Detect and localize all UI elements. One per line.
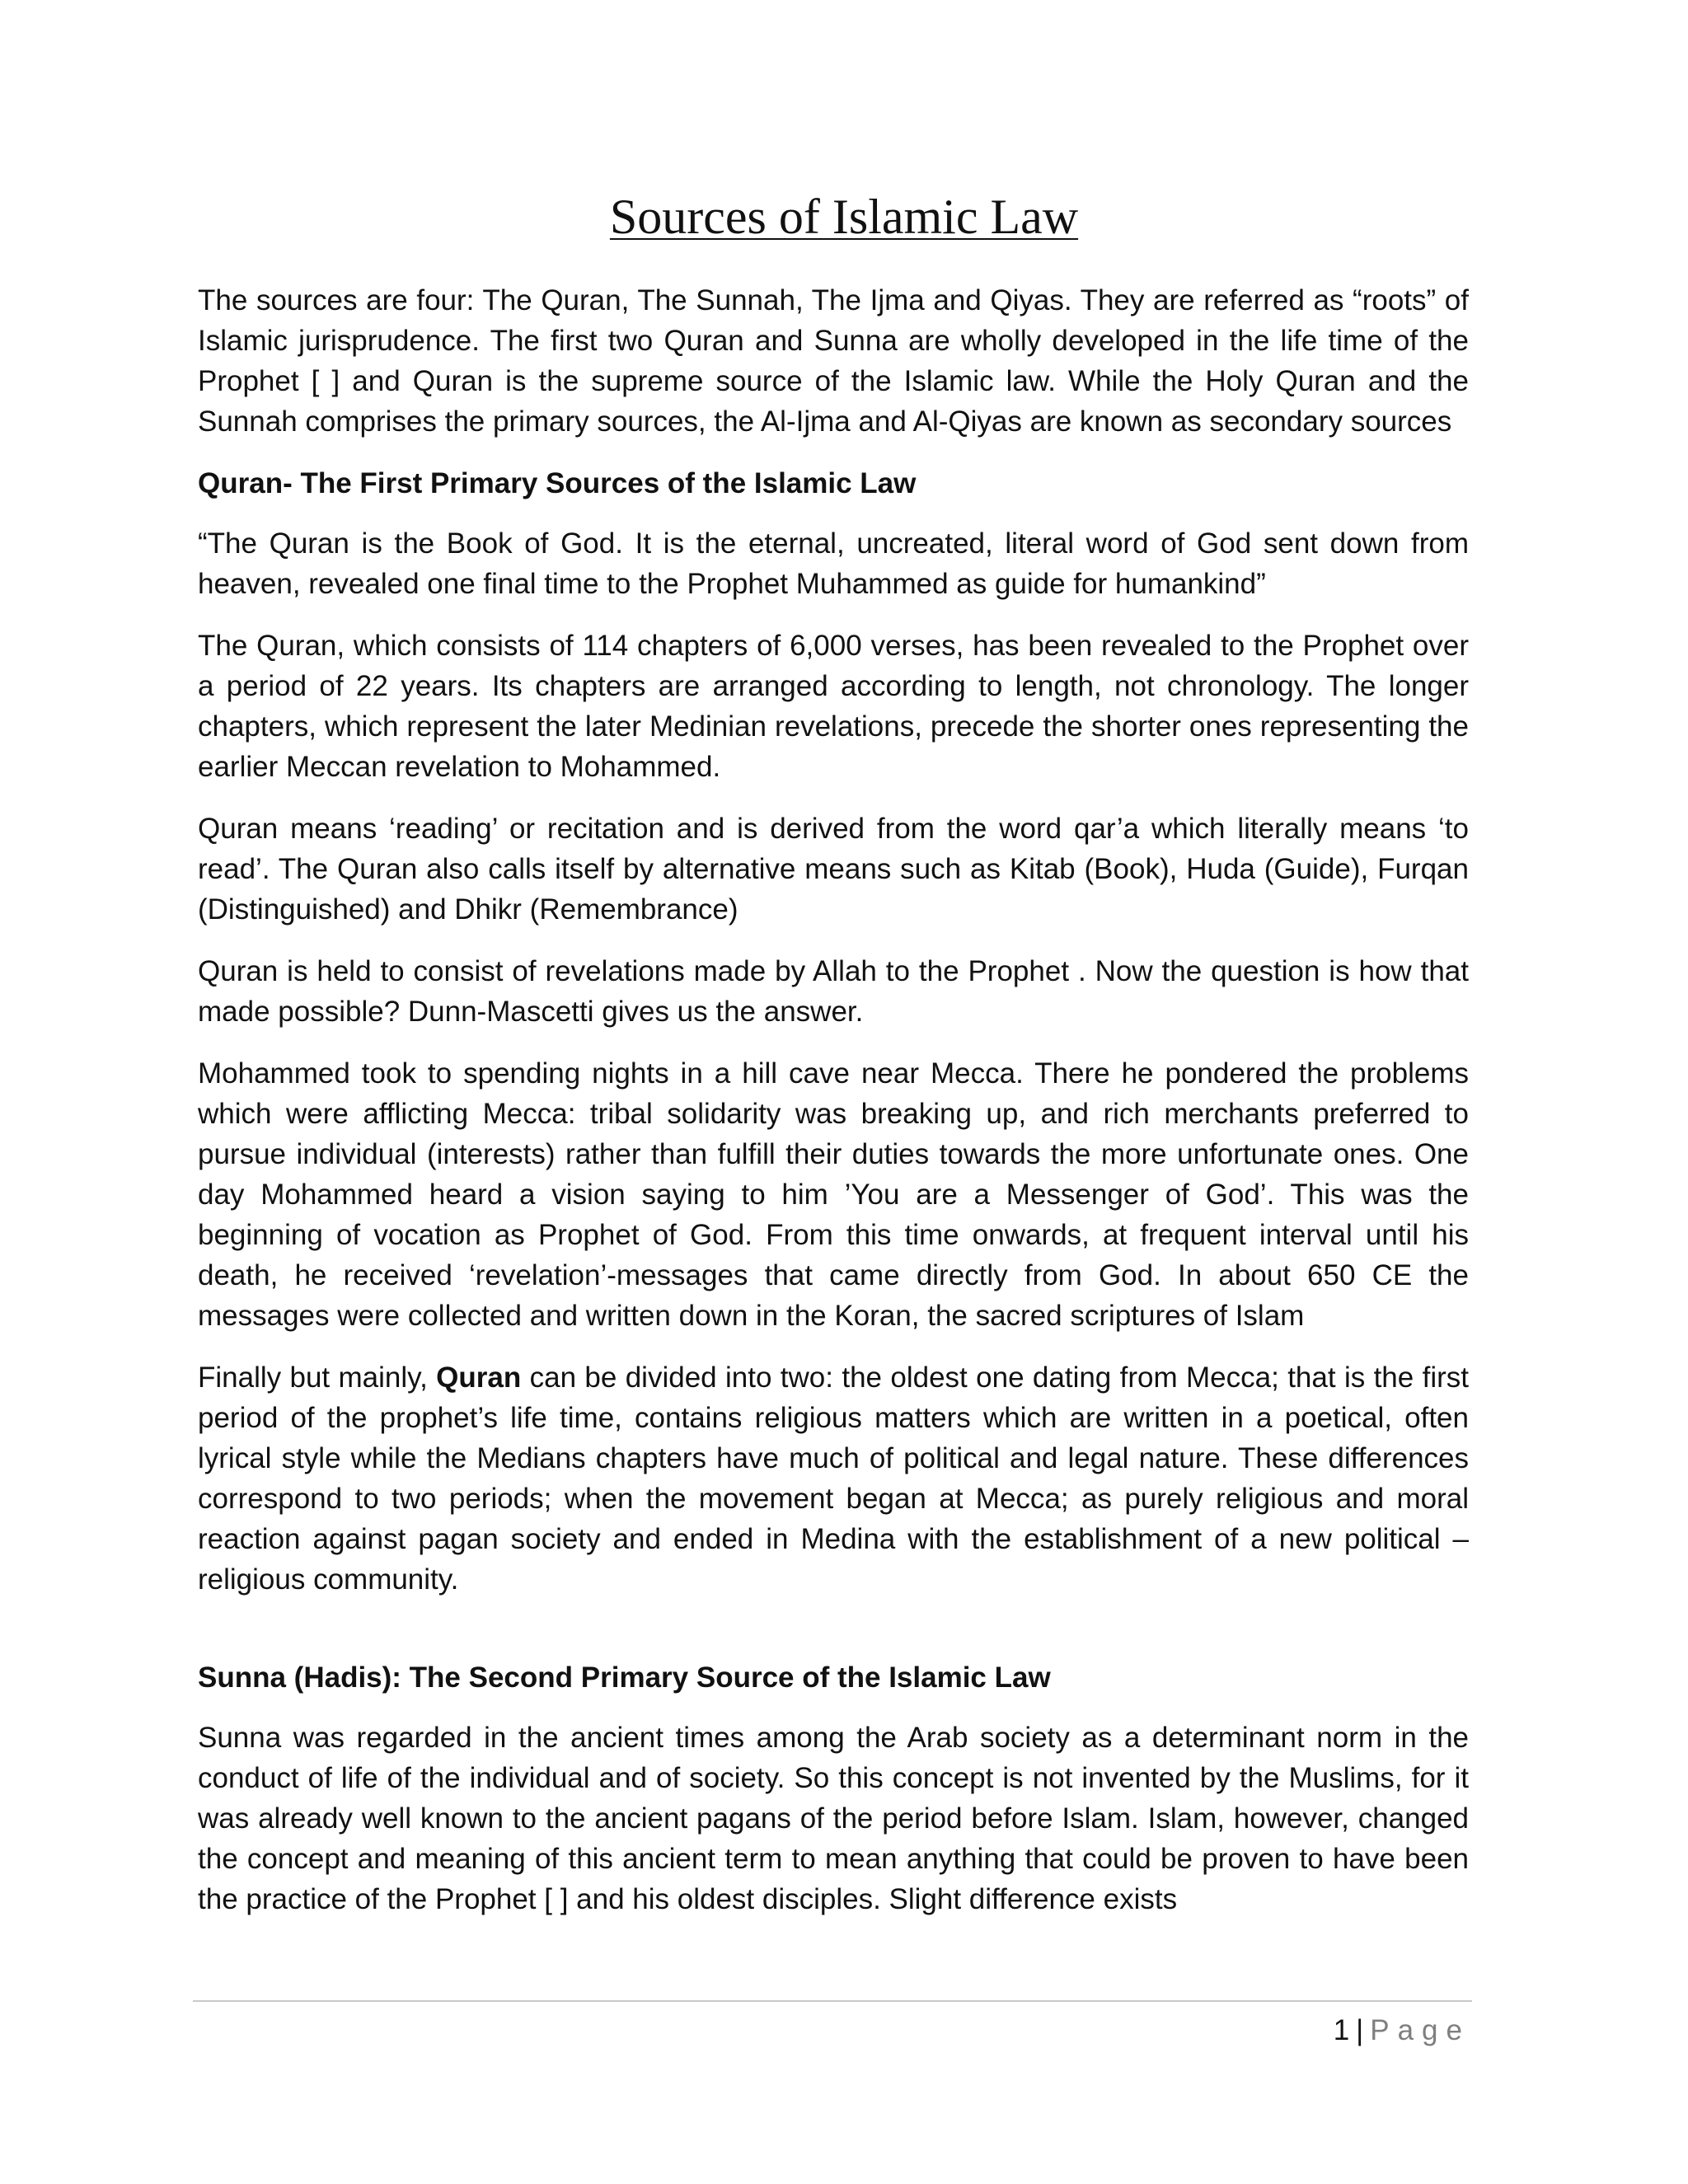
page-label: Page [1370,2014,1470,2046]
document-body [198,280,1469,1941]
page-number: 1 [1333,2014,1350,2046]
paragraph-quran-chapters: The Quran, which consists of 114 chapters of 6,000 verses, has been revealed to the Prophet over a period of 22 years. Its chapters are arranged according to length, not chronology. The longer chapters, which represent the later Medinian revelations, precede the shorter ones representing the earlier Meccan revelation to Mohammed. [198,630,1469,783]
page-title-text: Sources of Islamic Law [609,190,1079,244]
heading-sunna: Sunna (Hadis): The Second Primary Source of the Islamic Law [198,1661,1051,1694]
paragraph-sunna: Sunna was regarded in the ancient times among the Arab society as a determinant norm in the conduct of life of the individual and of society. So this concept is not invented by the Muslims, for it was already well known to the ancient pagans of the period before Islam. Islam, however, changed the concept and meaning of this ancient term to mean anything that could be proven to have been the practice of the Prophet [ ] and his oldest disciples. Slight difference exists [198,1722,1469,1915]
paragraph-quran-division-rest: can be divided into two: the oldest one dating from Mecca; that is the first period of the prophet’s life time, contains religious matters which are written in a poetical, often lyrical style while the Medians chapters have much of political and legal nature. These differences correspond to two periods; when the movement began at Mecca; as purely religious and moral reaction against pagan society and ended in Medina with the establishment of a new political – religious community. [198,1361,1469,1596]
paragraph-quran-quote: “The Quran is the Book of God. It is the eternal, uncreated, literal word of God sent down from heaven, revealed one final time to the Prophet Muhammed as guide for humankind” [198,527,1469,600]
paragraph-quran-meaning: Quran means ‘reading’ or recitation and is derived from the word qar’a which literally means ‘to read’. The Quran also calls itself by alternative means such as Kitab (Book), Huda (Guide), Furqan (Distinguished) and Dhikr (Remembrance) [198,813,1469,926]
paragraph-mohammed-cave: Mohammed took to spending nights in a hill cave near Mecca. There he pondered the problems which were afflicting Mecca: tribal solidarity was breaking up, and rich merchants preferred to pursue individual (interests) rather than fulfill their duties towards the more unfortunate ones. One day Mohammed heard a vision saying to him ’You are a Messenger of God’. This was the beginning of vocation as Prophet of God. From this time onwards, at frequent interval until his death, he received ‘revelation’-messages that came directly from God. In about 650 CE the messages were collected and written down in the Koran, the sacred scriptures of Islam [198,1057,1469,1332]
paragraph-quran-division-start: Finally but mainly, [198,1361,437,1394]
footer-divider [193,2000,1472,2002]
page-title [0,188,1688,246]
paragraph-intro: The sources are four: The Quran, The Sunnah, The Ijma and Qiyas. They are referred as “roots” of Islamic jurisprudence. The first two Quran and Sunna are wholly developed in the life time of the Prophet [ ] and Quran is the supreme source of the Islamic law. While the Holy Quran and the Sunnah comprises the primary sources, the Al-Ijma and Al-Qiyas are known as secondary sources [198,284,1469,438]
paragraph-quran-division-bold: Quran [436,1361,522,1394]
footer-separator: | [1356,2014,1364,2046]
paragraph-quran-division [198,1357,1469,1600]
heading-quran: Quran- The First Primary Sources of the Islamic Law [198,467,917,499]
paragraph-quran-revelations: Quran is held to consist of revelations made by Allah to the Prophet . Now the question is how that made possible? Dunn-Mascetti gives us the answer. [198,955,1469,1028]
page-footer [1334,2011,1470,2050]
